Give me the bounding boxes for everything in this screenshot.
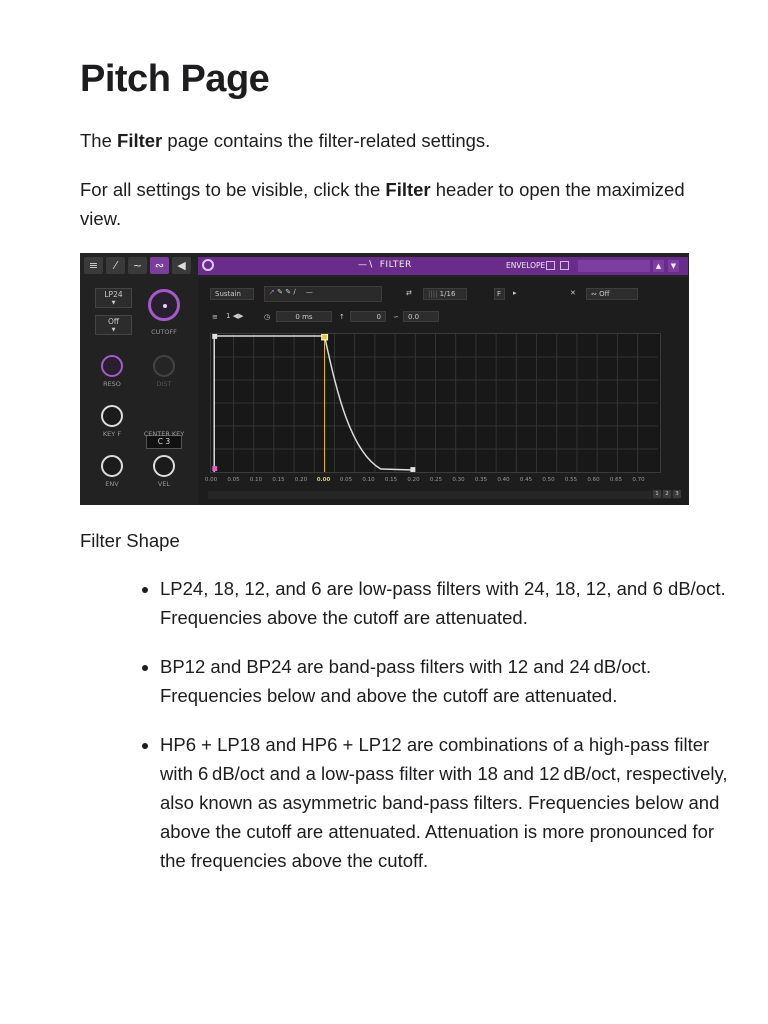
retrigger-icon: ∾ xyxy=(591,290,600,298)
tick-label: 0.70 xyxy=(632,477,645,483)
time-field[interactable]: 0 ms xyxy=(276,311,332,322)
cutoff-knob[interactable] xyxy=(148,289,180,321)
tab-pitch-icon[interactable]: ≡ xyxy=(84,257,103,274)
tick-label: 0.20 xyxy=(294,477,308,483)
list-item: • LP24, 18, 12, and 6 are low-pass filters with 24, 18, 12, and 6 dB/oct. Frequencies above the cutoff are attenuated. xyxy=(160,574,730,632)
filter-shape-list xyxy=(131,574,730,895)
time-axis xyxy=(198,477,668,487)
filter-controls xyxy=(80,278,198,505)
page-buttons xyxy=(653,490,681,498)
envelope-node xyxy=(410,467,415,472)
vel-knob[interactable] xyxy=(153,455,175,477)
node-icon: ≡ xyxy=(212,313,218,321)
tick-label: 0.15 xyxy=(384,477,398,483)
division-field[interactable]: |||| 1/16 xyxy=(423,288,467,300)
caret-down-icon: ▼ xyxy=(111,327,116,333)
filter-shape-icon: —∖ xyxy=(358,260,374,270)
sustain-mode-dropdown[interactable]: Sustain xyxy=(210,288,254,300)
line-tool-icon[interactable]: — xyxy=(305,288,313,296)
vel-label: VEL xyxy=(157,480,171,488)
tick-label: 0.05 xyxy=(339,477,353,483)
edit-tools xyxy=(264,286,382,302)
dist-knob[interactable] xyxy=(153,355,175,377)
tick-label: 0.35 xyxy=(474,477,488,483)
filter-bold: Filter xyxy=(385,179,431,200)
envelope-editor xyxy=(198,278,689,505)
page-button[interactable]: 1 xyxy=(653,490,661,498)
page-button[interactable]: 2 xyxy=(663,490,671,498)
intro-paragraph-1: The Filter page contains the filter-related settings. xyxy=(80,130,491,151)
key-f-knob[interactable] xyxy=(101,405,123,427)
tab-wave-icon[interactable]: ~ xyxy=(128,257,147,274)
tick-label: 0.10 xyxy=(249,477,263,483)
filter-shape-dropdown[interactable]: LP24 ▼ xyxy=(95,288,132,308)
reso-label: RESO xyxy=(103,380,121,388)
level-field[interactable]: 0 xyxy=(350,311,386,322)
tab-amp-icon[interactable]: ◀ xyxy=(172,257,191,274)
chevron-up-icon[interactable]: ▲ xyxy=(653,260,664,272)
page-title: Pitch Page xyxy=(80,58,270,100)
tick-label: 0.25 xyxy=(429,477,443,483)
reso-knob[interactable] xyxy=(101,355,123,377)
level-icon: ↑ xyxy=(339,313,345,321)
env-label: ENV xyxy=(105,480,119,488)
envelope-graph[interactable] xyxy=(210,333,661,473)
tab-oscillator-icon[interactable]: ⁄ xyxy=(106,257,125,274)
tab-filter-icon[interactable]: ∾ xyxy=(150,257,169,274)
tick-label: 0.30 xyxy=(452,477,465,483)
tick-label: 0.60 xyxy=(587,477,600,483)
dist-label: DIST xyxy=(156,380,172,388)
envelope-node xyxy=(212,334,217,339)
tick-label: 0.45 xyxy=(519,477,533,483)
curve-icon: ∽ xyxy=(393,313,399,321)
section-caption: Filter Shape xyxy=(80,530,180,551)
node-arrows-icon: ◀▶ xyxy=(232,312,244,320)
loop-icon[interactable]: ✕ xyxy=(570,289,576,297)
retrigger-field[interactable]: ∾ Off xyxy=(586,288,638,300)
chevron-down-icon[interactable]: ▼ xyxy=(668,260,679,272)
list-item: • BP12 and BP24 are band-pass filters with 12 and 24 dB/oct. Frequencies below and above the cutoff are attenuated. xyxy=(160,652,730,710)
filter-bold: Filter xyxy=(117,130,163,151)
envelope-label: ENVELOPE xyxy=(506,261,546,270)
fixed-button[interactable]: F xyxy=(494,288,505,300)
tick-label: 0.10 xyxy=(362,477,375,483)
tick-label: 0.50 xyxy=(542,477,555,483)
play-icon[interactable]: ▸ xyxy=(513,289,517,297)
preset-field[interactable] xyxy=(578,260,650,272)
arrow-tool-icon[interactable]: ➚ xyxy=(269,288,275,296)
tick-label: 0.65 xyxy=(609,477,623,483)
tick-label: 0.20 xyxy=(407,477,420,483)
filter-header-title: FILTER xyxy=(379,260,412,270)
caret-down-icon: ▼ xyxy=(111,300,116,306)
tick-label: 0.00 xyxy=(204,477,218,483)
page-button[interactable]: 3 xyxy=(673,490,681,498)
filter-mode-dropdown[interactable]: Off ▼ xyxy=(95,315,132,335)
section-tabs xyxy=(84,257,191,274)
start-node xyxy=(212,466,217,471)
tick-label: 0.15 xyxy=(272,477,285,483)
brush-tool-icon[interactable]: ∕ xyxy=(293,288,296,296)
sync-icon[interactable]: ⇄ xyxy=(406,289,412,297)
intro-paragraph-2: For all settings to be visible, click the Filter header to open the maximized view. xyxy=(80,179,685,229)
save-icon[interactable] xyxy=(546,261,555,270)
sustain-node xyxy=(322,334,328,340)
key-f-label: KEY F xyxy=(102,430,122,438)
cutoff-label: CUTOFF xyxy=(151,328,177,336)
delete-icon[interactable] xyxy=(560,261,569,270)
filter-panel-screenshot xyxy=(80,253,689,505)
pencil-tool-icon[interactable]: ✎ xyxy=(285,288,292,296)
power-icon[interactable] xyxy=(202,259,214,271)
tick-label: 0.05 xyxy=(227,477,240,483)
tick-label: 0.40 xyxy=(497,477,510,483)
curve-field[interactable]: 0.0 xyxy=(403,311,439,322)
eraser-tool-icon[interactable]: ✎ xyxy=(277,288,283,296)
tick-label: 0.00 xyxy=(316,477,331,483)
horizontal-scrollbar[interactable] xyxy=(208,491,680,499)
center-key-label: CENTER KEY xyxy=(143,430,185,438)
list-item: • HP6 + LP18 and HP6 + LP12 are combinations of a high-pass filter with 6 dB/oct and a low-pass filter with 18 and 12 dB/oct, respectively, also known as asymmetric band-pass filters. Frequencies below and above the cutoff are attenuated. Attenuation is more pronounced for the frequencies above the cutoff. xyxy=(160,730,730,875)
node-field[interactable]: 1 ◀▶ xyxy=(226,312,244,320)
filter-header[interactable] xyxy=(198,257,688,275)
time-icon: ◷ xyxy=(264,313,271,321)
tick-label: 0.55 xyxy=(564,477,578,483)
center-key-value[interactable]: C 3 xyxy=(146,435,182,449)
panel-topbar xyxy=(80,253,689,278)
env-knob[interactable] xyxy=(101,455,123,477)
